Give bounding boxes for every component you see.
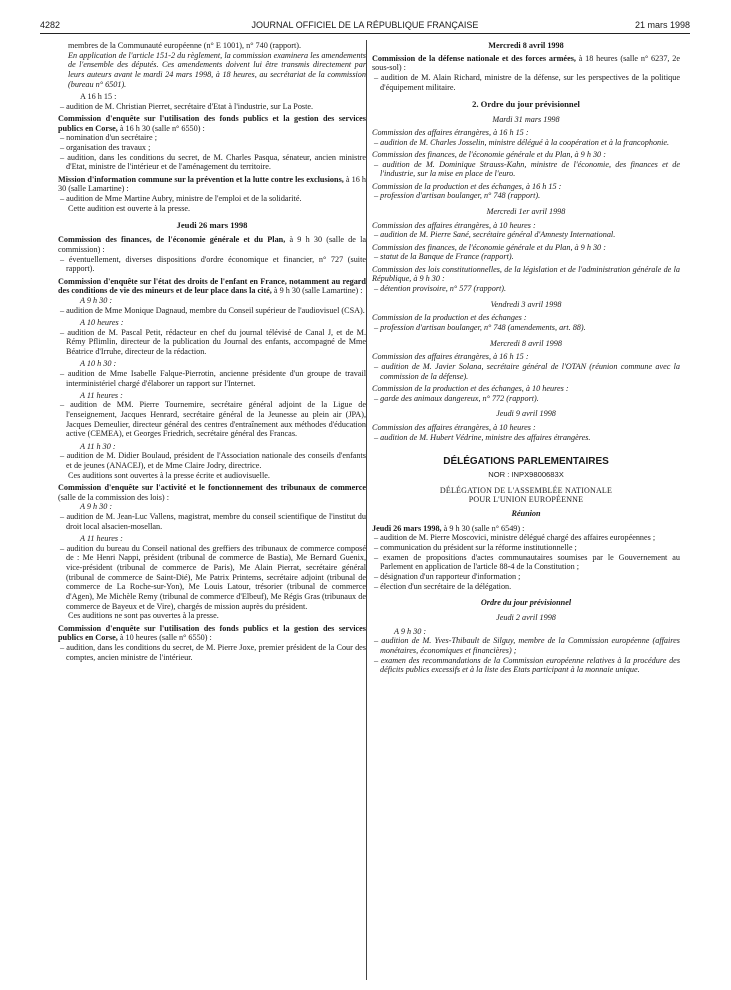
commission-line: Commission des lois constitutionnelles, de la législation et de l'administration générale de la République, à 9 h 30 : (372, 264, 680, 284)
agenda-item: – audition de M. Hubert Védrine, ministre des affaires étrangères. (374, 432, 591, 442)
agenda-item: – profession d'artisan boulanger, n° 748 (amendements, art. 88). (374, 322, 586, 332)
agenda-item: – audition de M. Javier Solana, secrétaire général de l'OTAN (réunion commune avec la commission de la défense). (374, 361, 680, 381)
agenda-item: – statut de la Banque de France (rapport). (374, 252, 514, 262)
commission-line: Commission des finances, de l'économie générale et du Plan, à 9 h 30 : (372, 150, 606, 160)
agenda-item: – audition de Mme Martine Aubry, ministre de l'emploi et de la solidarité. (60, 193, 302, 203)
commission-line: Commission des affaires étrangères, à 10 heures : (372, 422, 536, 432)
agenda-item: – audition de M. Christian Pierret, secrétaire d'Etat à l'industrie, sur La Poste. (60, 101, 314, 111)
delegation-name: DÉLÉGATION DE L'ASSEMBLÉE NATIONALE (439, 486, 613, 496)
agenda-item: – audition de M. Didier Boulaud, président de l'Association nationale des conseils d'enfants et de jeunes (ANACEJ), et de Mme Claire Jodry, directrice. (60, 451, 366, 471)
agenda-item: – audition de MM. Pierre Tournemire, secrétaire général adjoint de la Ligue de l'enseignement, Jacques Henrard, secrétaire général de la Jeunesse au plein air (JPA), Jacques Demeulier, directeur général des centres d'entraînement aux méthodes d'éducation active (CEMEA), et Georges Friedrich, secrétaire général des Francas. (60, 400, 366, 439)
reunion-line: Jeudi 26 mars 1998, à 9 h 30 (salle n° 6549) : (372, 523, 525, 533)
odj-title: Ordre du jour prévisionnel (480, 598, 572, 608)
day-heading: Mercredi 1er avril 1998 (486, 207, 566, 217)
commission-heading: Commission d'enquête sur l'utilisation des fonds publics et la gestion des services publics en Corse, à 16 h 30 (salle n° 6550) : (58, 113, 366, 133)
delegations-title: DÉLÉGATIONS PARLEMENTAIRES (443, 456, 609, 468)
agenda-item: – détention provisoire, n° 577 (rapport). (374, 283, 507, 293)
day-heading: Mardi 31 mars 1998 (492, 114, 560, 124)
nor-reference: NOR : INPX9800683X (488, 470, 564, 480)
time-label: A 9 h 30 : (80, 295, 113, 305)
time-label: A 9 h 30 : (80, 502, 113, 512)
section-title: 2. Ordre du jour prévisionnel (472, 99, 580, 110)
commission-line: Commission des affaires étrangères, à 10 heures : (372, 220, 536, 230)
reunion-label: Réunion (511, 508, 541, 518)
commission-heading: Commission d'enquête sur l'utilisation des fonds publics et la gestion des services publics en Corse, à 10 heures (salle n° 6550) : (58, 623, 366, 643)
agenda-item: – audition, dans les conditions du secret, de M. Charles Pasqua, sénateur, ancien ministre d'Etat, ministre de l'intérieur et de l'aménagement du territoire. (60, 152, 366, 172)
time-label: A 16 h 15 : (80, 91, 117, 101)
agenda-item: – garde des animaux dangereux, n° 772 (rapport). (374, 393, 539, 403)
agenda-item: – organisation des travaux ; (60, 142, 151, 152)
time-label: A 10 heures : (80, 317, 124, 327)
page-header (40, 20, 690, 34)
agenda-item: – nomination d'un secrétaire ; (60, 133, 157, 143)
agenda-item: – examen de propositions d'actes communautaires soumises par le Gouvernement au Parlement en application de l'article 88-4 de la Constitution ; (374, 552, 680, 572)
time-label: A 11 heures : (80, 390, 123, 400)
press-note: Cette audition est ouverte à la presse. (68, 203, 191, 213)
time-label: A 11 heures : (80, 533, 123, 543)
commission-heading: Mission d'information commune sur la prévention et la lutte contre les exclusions, à 16 h 30 (salle Lamartine) : (58, 174, 367, 194)
agenda-item: – audition de M. Jean-Luc Vallens, magistrat, membre du conseil scientifique de l'institut du droit local alsacien-mosellan. (60, 512, 366, 531)
agenda-item: – profession d'artisan boulanger, n° 748 (rapport). (374, 191, 541, 201)
left-column (58, 41, 366, 662)
agenda-item: – audition de M. Pierre Sané, secrétaire général d'Amnesty International. (374, 230, 616, 240)
agenda-item: – audition de M. Alain Richard, ministre de la défense, sur les perspectives de la politique d'équipement militaire. (374, 73, 680, 92)
agenda-item: – communication du président sur la réforme institutionnelle ; (374, 542, 577, 552)
issue-date: 21 mars 1998 (634, 20, 690, 30)
agenda-item: – audition de Mme Monique Dagnaud, membre du Conseil supérieur de l'audiovisuel (CSA). (60, 305, 365, 315)
agenda-item: – audition de M. Yves-Thibault de Silguy, membre de la Commission européenne (affaires monétaires, économiques et financières) ; (374, 636, 680, 655)
commission-line: Commission des affaires étrangères, à 16 h 15 : (372, 352, 529, 362)
journal-title: JOURNAL OFFICIEL DE LA RÉPUBLIQUE FRANÇAISE (251, 20, 479, 30)
commission-line: Commission des affaires étrangères, à 16 h 15 : (372, 128, 529, 138)
column-divider (366, 40, 367, 980)
agenda-item: – audition de M. Pierre Moscovici, ministre délégué chargé des affaires européennes ; (374, 533, 656, 543)
agenda-item: – audition de M. Pascal Petit, rédacteur en chef du journal télévisé de Canal J, et de M. Rémy Pflimlin, directeur de la publication du Journal des enfants, accompagné de Mme Béatrice d'Irruhe, directeur de la rédaction. (60, 327, 366, 356)
commission-line: Commission de la production et des échanges : (372, 313, 527, 323)
commission-line: Commission des finances, de l'économie générale et du Plan, à 9 h 30 : (372, 242, 606, 252)
agenda-item: – désignation d'un rapporteur d'information ; (374, 571, 521, 581)
delegation-name: POUR L'UNION EUROPÉENNE (468, 495, 584, 505)
page-number: 4282 (40, 20, 61, 30)
right-column (372, 41, 680, 675)
press-note: Ces auditions ne sont pas ouvertes à la presse. (68, 611, 219, 621)
commission-heading: Commission de la défense nationale et des forces armées, à 18 heures (salle n° 6237, 2e sous-sol) : (372, 53, 680, 73)
agenda-item: – éventuellement, diverses dispositions d'ordre économique et financier, n° 727 (suite rapport). (60, 254, 366, 274)
agenda-item: – audition de M. Dominique Strauss-Kahn, ministre de l'économie, des finances et de l'industrie, sur la mise en place de l'euro. (374, 159, 680, 179)
time-label: A 10 h 30 : (80, 359, 117, 369)
day-heading: Vendredi 3 avril 1998 (490, 299, 562, 309)
agenda-item: – audition du bureau du Conseil national des greffiers des tribunaux de commerce composé de : Me Henri Nappi, président (tribunal de commerce de Bastia), Me Bernard Guenix, vice-président (tribunal de commerce de Paris), Me Alain Pierrat, secrétaire général (tribunal de commerce de Saint-Dié), Me Patrix Printems, secrétaire adjoint (tribunal de commerce de La Roche-sur-Yon), Me Louis Latour, trésorier (tribunal de commerce d'Agen), Me Michèle Remy (tribunal de commerce d'Elbeuf), Me Régis Gras (tribunaux de commerce de Bayeux et de Vire), chargés de mission auprès du président. (60, 543, 366, 611)
commission-heading: Commission des finances, de l'économie générale et du Plan, à 9 h 30 (salle de la commission) : (58, 235, 366, 255)
commission-line: Commission de la production et des échanges, à 16 h 15 : (372, 181, 562, 191)
day-heading: Jeudi 26 mars 1998 (176, 220, 248, 231)
continued-note: En application de l'article 151-2 du règlement, la commission examinera les amendements de l'ensemble des députés. Ces amendements doivent lui être transmis directement par leurs auteurs avant le mardi 24 mars 1998, à 18 heures, au secrétariat de la commission (bureau n° 6501). (68, 50, 366, 89)
day-heading: Jeudi 2 avril 1998 (496, 612, 556, 622)
day-heading: Mercredi 8 avril 1998 (490, 338, 562, 348)
agenda-item: – audition de Mme Isabelle Falque-Pierrotin, ancienne présidente d'un groupe de travail interministériel chargé d'élaborer un rapport sur l'Internet. (60, 368, 366, 388)
time-label: A 11 h 30 : (80, 441, 116, 451)
agenda-item: – audition de M. Charles Josselin, ministre délégué à la coopération et à la francophonie. (374, 137, 670, 147)
day-heading: Jeudi 9 avril 1998 (496, 409, 556, 419)
commission-heading: Commission d'enquête sur l'activité et le fonctionnement des tribunaux de commerce (salle de la commission des lois) : (58, 483, 366, 502)
time-label: A 9 h 30 : (394, 626, 427, 636)
agenda-item: – examen des recommandations de la Commission européenne relatives à la procédure des déficits publics excessifs et à la liste des Etats participant à la monnaie unique. (374, 655, 680, 675)
press-note: Ces auditions sont ouvertes à la presse écrite et audiovisuelle. (68, 470, 270, 480)
provisional-agenda (372, 115, 680, 443)
continued-text: membres de la Communauté européenne (n° E 1001), n° 740 (rapport). (68, 41, 301, 50)
agenda-item: – audition, dans les conditions du secret, de M. Pierre Joxe, premier président de la Cour des comptes, ancien ministre de l'intérieur. (60, 642, 366, 662)
commission-line: Commission de la production et des échanges, à 10 heures : (372, 383, 569, 393)
commission-heading: Commission d'enquête sur l'état des droits de l'enfant en France, notamment au regard des conditions de vie des mineurs et de leur place dans la cité, à 9 h 30 (salle Lamartine) : (58, 276, 366, 296)
agenda-item: – élection d'un secrétaire de la délégation. (374, 581, 512, 591)
day-heading: Mercredi 8 avril 1998 (488, 41, 564, 50)
